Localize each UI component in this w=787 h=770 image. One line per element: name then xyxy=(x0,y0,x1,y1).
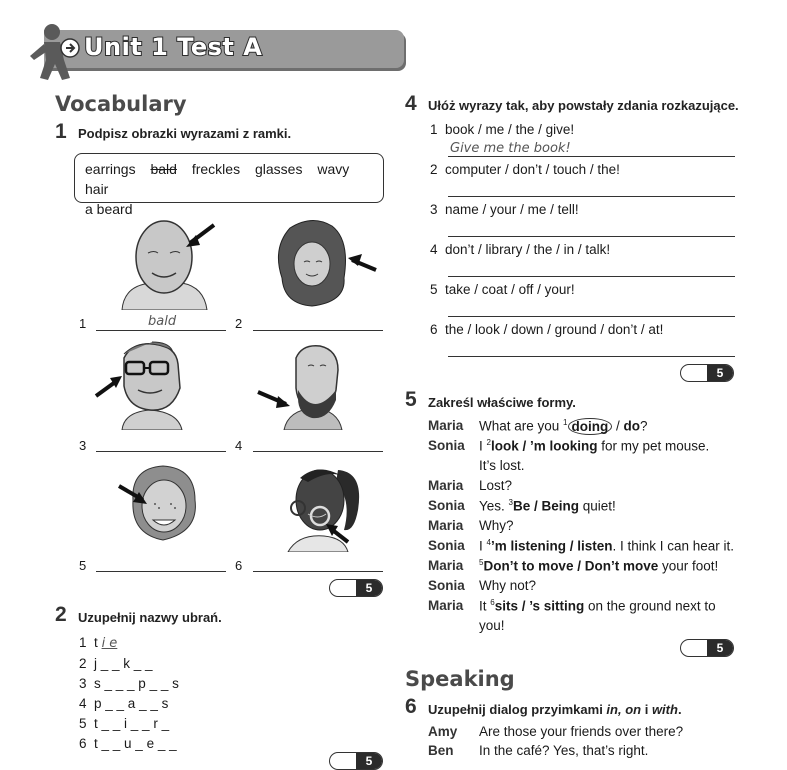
answer-line-4[interactable] xyxy=(253,451,383,452)
speaker-label: Sonia xyxy=(428,438,465,453)
exercise-4-score: 5 xyxy=(707,365,733,381)
speaking-heading: Speaking xyxy=(405,667,515,691)
exercise-4-number: 4 xyxy=(405,92,417,115)
ex4-answer-line-3[interactable] xyxy=(448,236,735,237)
dialog-line-2-continued: It’s lost. xyxy=(479,458,525,473)
ex2-item xyxy=(79,654,179,674)
ex2-item-number: 5 xyxy=(79,716,87,731)
dialog-line-9-continued: you! xyxy=(479,618,505,633)
ex4-item-3 xyxy=(430,202,579,217)
exercise-2-instruction: Uzupełnij nazwy ubrań. xyxy=(78,610,222,625)
speaker-label: Ben xyxy=(428,743,454,758)
speaker-label: Sonia xyxy=(428,538,465,553)
ex4-answer-line-4[interactable] xyxy=(448,276,735,277)
unit-title: Unit 1 Test A xyxy=(84,33,263,61)
earrings-woman-illustration xyxy=(268,460,378,552)
arrow-badge-icon xyxy=(60,38,80,58)
exercise-1-number: 1 xyxy=(55,120,67,143)
ex4-item-text: take / coat / off / your! xyxy=(445,282,575,297)
exercise-1-score: 5 xyxy=(356,580,382,596)
ex2-item-text: t _ _ i _ _ r _ xyxy=(94,716,170,731)
ex4-item-number: 1 xyxy=(430,122,438,137)
ex2-item xyxy=(79,694,179,714)
exercise-6-instruction: Uzupełnij dialog przyimkami in, on i with. xyxy=(428,702,682,717)
ex4-item-text: name / your / me / tell! xyxy=(445,202,579,217)
dialog-line-4: Yes. $^3$Be / Being quiet! xyxy=(479,498,616,514)
ex4-item-number: 2 xyxy=(430,162,438,177)
ex2-item xyxy=(79,734,179,754)
dialog-line-1: What are you $^1$ doing / do? xyxy=(479,418,648,434)
ex4-item-5 xyxy=(430,282,575,297)
word-item: a beard xyxy=(85,201,133,217)
picture-label-2: 2 xyxy=(235,316,243,331)
ex4-answer-1: Give me the book! xyxy=(450,141,571,156)
exercise-1-instruction: Podpisz obrazki wyrazami z ramki. xyxy=(78,126,292,141)
ex4-item-1 xyxy=(430,122,574,137)
ex6-dialog-line-2: In the café? Yes, that’s right. xyxy=(479,743,649,758)
dialog-line-8: Why not? xyxy=(479,578,537,593)
ex4-item-text: the / look / down / ground / don’t / at! xyxy=(445,322,664,337)
answer-line-5[interactable] xyxy=(96,571,226,572)
exercise-5-score-box xyxy=(680,639,734,657)
ex2-item-text: p _ _ a _ _ s xyxy=(94,696,169,711)
picture-label-4: 4 xyxy=(235,438,243,453)
ex4-answer-line-2[interactable] xyxy=(448,196,735,197)
ex4-item-number: 4 xyxy=(430,242,438,257)
dialog-line-3: Lost? xyxy=(479,478,513,493)
word-item: glasses xyxy=(254,161,303,177)
bald-man-illustration xyxy=(112,215,224,310)
ex2-item xyxy=(79,714,179,734)
picture-label-3: 3 xyxy=(79,438,87,453)
ex4-item-text: don’t / library / the / in / talk! xyxy=(445,242,611,257)
speaker-label: Sonia xyxy=(428,498,465,513)
answer-line-3[interactable] xyxy=(96,451,226,452)
bearded-man-illustration xyxy=(254,338,366,430)
picture-label-1: 1 xyxy=(79,316,87,331)
ex4-answer-line-6[interactable] xyxy=(448,356,735,357)
wavy-hair-girl-illustration xyxy=(272,218,382,308)
circled-answer: doing xyxy=(568,418,613,435)
ex2-item-answer: i e xyxy=(101,636,118,651)
dialog-line-6: I $^4$’m listening / listen. I think I can hear it. xyxy=(479,538,735,554)
picture-label-6: 6 xyxy=(235,558,243,573)
exercise-6-number: 6 xyxy=(405,695,417,718)
ex2-item-text: s _ _ _ p _ _ s xyxy=(94,676,179,691)
ex2-item-number: 1 xyxy=(79,635,87,650)
ex2-item-text: j _ _ k _ _ xyxy=(94,656,153,671)
speaker-label: Maria xyxy=(428,598,464,613)
word-item: earrings xyxy=(85,161,136,177)
dialog-line-9: It $^6$sits / ’s sitting on the ground next to xyxy=(479,598,716,614)
speaker-label: Sonia xyxy=(428,578,465,593)
word-item: freckles xyxy=(191,161,241,177)
exercise-5-instruction: Zakreśl właściwe formy. xyxy=(428,395,576,410)
answer-line-6[interactable] xyxy=(253,571,383,572)
exercise-5-score: 5 xyxy=(707,640,733,656)
speaker-label: Maria xyxy=(428,518,464,533)
speaker-label: Maria xyxy=(428,478,464,493)
ex2-item xyxy=(79,633,179,654)
ex2-item-number: 3 xyxy=(79,676,87,691)
ex4-answer-line-1[interactable] xyxy=(448,156,735,157)
exercise-2-score-box xyxy=(329,752,383,770)
dialog-line-5: Why? xyxy=(479,518,514,533)
ex6-dialog-line-1: Are those your friends over there? xyxy=(479,724,684,739)
word-item-crossed: bald xyxy=(150,161,177,177)
ex2-item xyxy=(79,674,179,694)
answer-1-handwritten: bald xyxy=(148,314,177,329)
speaker-label: Maria xyxy=(428,558,464,573)
answer-line-1[interactable] xyxy=(96,330,226,331)
ex4-item-2 xyxy=(430,162,620,177)
exercise-2-list xyxy=(79,633,179,754)
word-item: wavy hair xyxy=(85,161,350,197)
ex4-item-number: 5 xyxy=(430,282,438,297)
exercise-5-number: 5 xyxy=(405,388,417,411)
exercise-2-number: 2 xyxy=(55,603,67,626)
glasses-man-illustration xyxy=(92,338,204,430)
ex4-item-number: 6 xyxy=(430,322,438,337)
dialog-line-7: $^5$Don’t to move / Don’t move your foot! xyxy=(479,558,719,574)
speaker-label: Maria xyxy=(428,418,464,433)
answer-line-2[interactable] xyxy=(253,330,383,331)
picture-label-5: 5 xyxy=(79,558,87,573)
ex4-item-text: computer / don’t / touch / the! xyxy=(445,162,620,177)
ex2-item-text: t xyxy=(94,635,98,650)
ex4-item-number: 3 xyxy=(430,202,438,217)
speaker-label: Amy xyxy=(428,724,458,739)
exercise-4-score-box xyxy=(680,364,734,382)
ex4-answer-line-5[interactable] xyxy=(448,316,735,317)
ex2-item-number: 2 xyxy=(79,656,87,671)
vocabulary-heading: Vocabulary xyxy=(55,92,187,116)
exercise-1-score-box xyxy=(329,579,383,597)
ex4-item-4 xyxy=(430,242,610,257)
exercise-4-instruction: Ułóż wyrazy tak, aby powstały zdania rozkazujące. xyxy=(428,98,739,113)
ex4-item-6 xyxy=(430,322,663,337)
ex2-item-number: 4 xyxy=(79,696,87,711)
ex4-item-text: book / me / the / give! xyxy=(445,122,575,137)
ex2-item-text: t _ _ u _ e _ _ xyxy=(94,736,177,751)
exercise-2-score: 5 xyxy=(356,753,382,769)
word-box xyxy=(74,153,384,217)
freckles-girl-illustration xyxy=(115,460,215,550)
dialog-line-2: I $^2$look / ’m looking for my pet mouse. xyxy=(479,438,710,454)
ex2-item-number: 6 xyxy=(79,736,87,751)
